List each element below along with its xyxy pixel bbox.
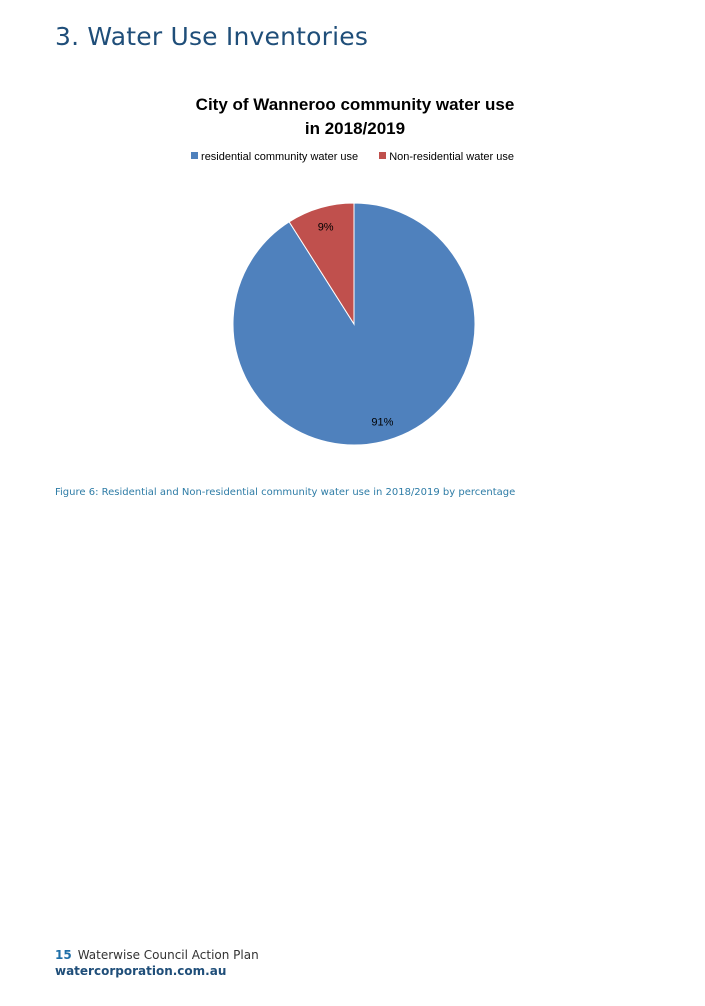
- legend-label-non-residential: Non-residential water use: [389, 151, 514, 163]
- footer-website: watercorporation.com.au: [55, 964, 227, 978]
- legend-label-residential: residential community water use: [201, 151, 359, 163]
- document-title: Waterwise Council Action Plan: [77, 948, 259, 962]
- figure-caption: Figure 6: Residential and Non-residential community water use in 2018/2019 by percentage: [55, 487, 516, 498]
- page-number: 15: [55, 948, 72, 962]
- chart-title-line-2: in 2018/2019: [304, 119, 406, 138]
- section-heading: 3. Water Use Inventories: [55, 22, 369, 51]
- pie-chart: [0, 0, 705, 480]
- data-label-non-residential: 9%: [317, 221, 334, 234]
- data-label-residential: 91%: [371, 416, 394, 429]
- chart-title-line-1: City of Wanneroo community water use: [195, 95, 515, 114]
- footer-line-1: [55, 948, 259, 962]
